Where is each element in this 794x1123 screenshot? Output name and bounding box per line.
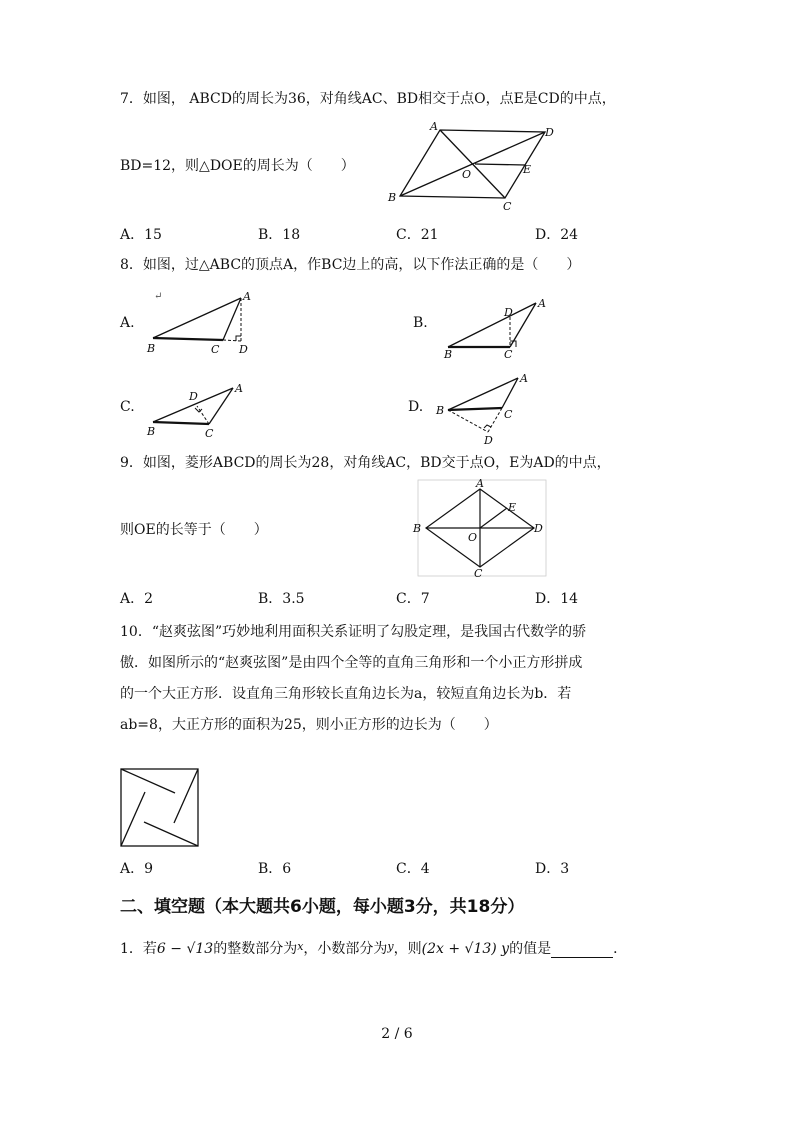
q8d-label-B: B (436, 404, 445, 417)
q7-option-a: A．15 (120, 227, 162, 243)
q9-stem-line2: 则OE的长等于（ ） (120, 522, 268, 538)
q10-option-b: B．6 (258, 861, 292, 877)
fill-q1-answer-blank[interactable] (551, 943, 613, 958)
q10-stem-line2: 傲．如图所示的“赵爽弦图”是由四个全等的直角三角形和一个小正方形拼成 (120, 655, 583, 671)
q8c-label-B: B (147, 425, 156, 438)
fill-q1-mid1: 的整数部分为 (213, 941, 298, 957)
fill-q1-prefix: 1．若 (120, 941, 157, 957)
q8-option-d-label: D. (408, 399, 424, 415)
section-heading-fill-blank: 二、填空题（本大题共6小题，每小题3分，共18分） (120, 897, 525, 917)
q10-stem-line3: 的一个大正方形．设直角三角形较长直角边长为a，较短直角边长为b．若 (120, 686, 572, 702)
q8a-label-A: A (243, 290, 251, 303)
q9-label-E: E (508, 501, 517, 514)
q7-option-b: B．18 (258, 227, 301, 243)
fill-q1-suffix: 的值是 (509, 941, 552, 957)
q7-label-E: E (523, 163, 532, 176)
q9-label-A: A (476, 477, 484, 490)
q10-stem-line1: 10．“赵爽弦图”巧妙地利用面积关系证明了勾股定理，是我国古代数学的骄 (120, 624, 587, 640)
q7-label-O: O (462, 168, 472, 181)
q9-option-a: A．2 (120, 591, 154, 607)
q8b-label-C: C (504, 348, 513, 361)
q7-label-D: D (545, 126, 554, 139)
q7-stem-line2: BD=12，则△DOE的周长为（ ） (120, 158, 355, 174)
q8d-label-C: C (504, 408, 513, 421)
q9-option-d: D．14 (535, 591, 579, 607)
q7-label-C: C (503, 200, 512, 213)
q7-label-A: A (430, 120, 438, 133)
q10-option-a: A．9 (120, 861, 154, 877)
q8a-label-D: D (239, 343, 248, 356)
q9-label-O: O (468, 531, 478, 544)
fill-q1-end: ． (613, 941, 628, 957)
q9-label-C: C (474, 567, 483, 580)
q10-option-c: C．4 (396, 861, 430, 877)
q8-figure-d (430, 368, 545, 448)
q10-option-d: D．3 (535, 861, 570, 877)
q7-stem-line1: 7．如图， ABCD的周长为36，对角线AC、BD相交于点O，点E是CD的中点， (120, 91, 616, 107)
fill-q1-mid3: ，则 (393, 941, 422, 957)
fill-q1-mid2: ，小数部分为 (303, 941, 388, 957)
q9-label-D: D (534, 522, 543, 535)
q8b-label-B: B (444, 348, 453, 361)
q8-figure-c (145, 378, 260, 448)
q9-option-c: C．7 (396, 591, 430, 607)
q8-option-b-label: B. (413, 315, 428, 331)
q8c-label-D: D (189, 390, 198, 403)
q9-label-B: B (413, 522, 422, 535)
q8-stem: 8．如图，过△ABC的顶点A，作BC边上的高，以下作法正确的是（ ） (120, 257, 581, 273)
q8-figure-b (440, 295, 555, 365)
q10-stem-line4: ab=8，大正方形的面积为25，则小正方形的边长为（ ） (120, 717, 498, 733)
fill-q1 (120, 938, 627, 958)
q8b-label-D: D (504, 306, 513, 319)
q8-option-a-label: A. (120, 315, 135, 331)
q7-option-c: C．21 (396, 227, 439, 243)
fill-q1-expr1: 6 − √13 (156, 941, 214, 957)
q7-label-B: B (388, 191, 397, 204)
q8a-label-B: B (147, 342, 156, 355)
q7-parallelogram-figure (380, 118, 560, 213)
q8d-label-A: A (520, 372, 528, 385)
q8a-label-C: C (211, 343, 220, 356)
fill-q1-var-y: y (387, 940, 394, 953)
q8c-label-A: A (235, 382, 243, 395)
q8c-label-C: C (205, 427, 214, 440)
page-number: 2 / 6 (381, 1026, 413, 1042)
fill-q1-expr2: (2x + √13) y (421, 941, 510, 957)
q8b-label-A: A (538, 297, 546, 310)
q8-return-mark: ↵ (154, 291, 163, 302)
q10-zhaoshuang-figure (120, 768, 200, 848)
q7-option-d: D．24 (535, 227, 579, 243)
q8-option-c-label: C. (120, 399, 135, 415)
q8d-label-D: D (484, 434, 493, 447)
q8-figure-a (145, 290, 260, 360)
fill-q1-var-x: x (297, 940, 304, 953)
q9-rhombus-figure (410, 475, 555, 583)
q9-stem-line1: 9．如图，菱形ABCD的周长为28，对角线AC，BD交于点O，E为AD的中点， (120, 455, 611, 471)
q9-option-b: B．3.5 (258, 591, 305, 607)
